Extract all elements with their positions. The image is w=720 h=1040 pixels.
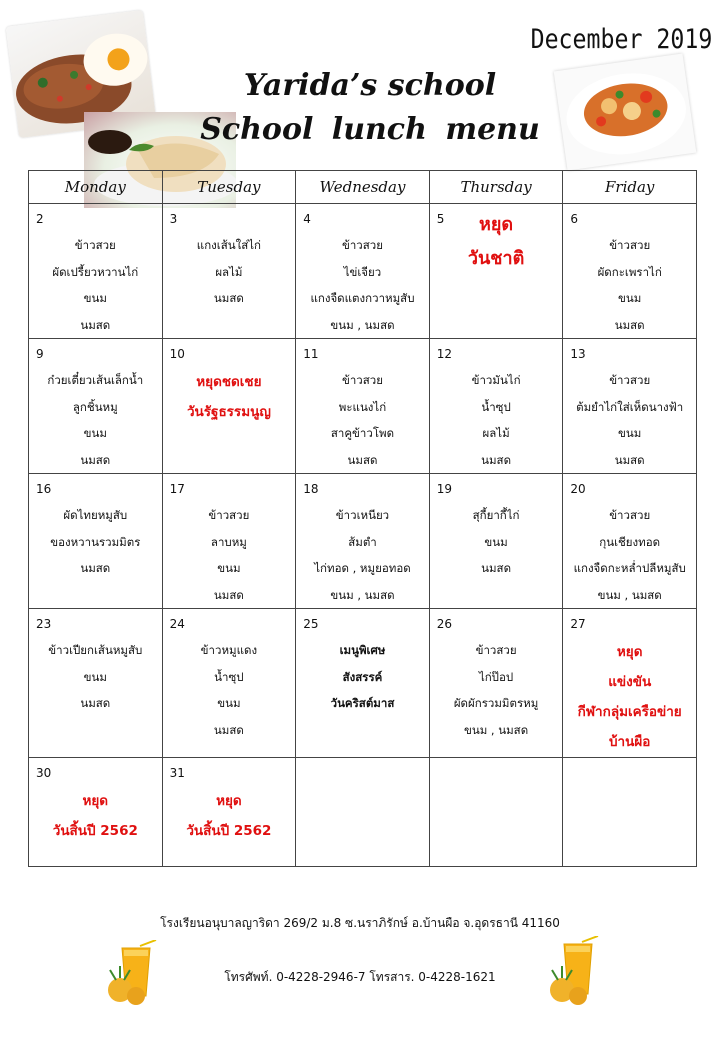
day-cell: [162, 609, 296, 758]
day-cell: [296, 339, 430, 474]
day-number: 12: [436, 347, 453, 361]
day-number: 19: [436, 482, 453, 496]
special-text: เมนูพิเศษ: [339, 643, 386, 657]
holiday-text: วันรัฐธรรมนูญ: [186, 404, 271, 420]
day-cell: [429, 609, 563, 758]
day-number: 11: [303, 347, 319, 361]
menu-item: ข้าวมันไก่: [471, 373, 521, 387]
menu-item: ข้าวหมูแดง: [200, 643, 258, 657]
day-number: 5: [436, 212, 445, 226]
day-cell: [29, 474, 163, 609]
menu-item: ผัดผักรวมมิตรหมู: [453, 696, 539, 710]
menu-item: ขนม: [83, 291, 107, 305]
menu-item: ต้มยำไก่ใส่เห็ดนางฟ้า: [576, 399, 684, 414]
weekday-header: Friday: [563, 171, 697, 204]
weekday-header: Wednesday: [296, 171, 430, 204]
week-row: [29, 204, 697, 339]
day-number: 26: [436, 617, 453, 631]
day-cell: [29, 204, 163, 339]
menu-item: นมสด: [481, 561, 512, 575]
day-cell: [563, 609, 697, 758]
day-cell: [563, 474, 697, 609]
holiday-text: หยุด: [616, 644, 643, 660]
menu-item: ผลไม้: [482, 426, 510, 440]
holiday-text: หยุด: [82, 793, 109, 809]
day-cell: [296, 758, 430, 867]
day-number: 10: [169, 347, 185, 361]
holiday-text: กีฬากลุ่มเครือข่าย: [577, 704, 682, 720]
menu-item: นมสด: [80, 317, 111, 332]
special-text: วันคริสต์มาส: [330, 696, 395, 710]
week-row: [29, 474, 697, 609]
menu-item: ขนม: [83, 669, 107, 684]
day-number: 27: [570, 617, 586, 631]
menu-item: ขนม , นมสด: [463, 722, 529, 737]
day-number: 18: [303, 482, 319, 496]
menu-item: ลูกชิ้นหมู: [72, 399, 118, 414]
day-cell: [296, 609, 430, 758]
menu-item: ของหวานรวมมิตร: [50, 534, 141, 549]
week-row: [29, 339, 697, 474]
weekday-header: Tuesday: [162, 171, 296, 204]
menu-item: ข้าวสวย: [475, 643, 517, 657]
school-address: โรงเรียนอนุบาลญาริดา 269/2 ม.8 ซ.นราภิรักษ์ อ.บ้านผือ จ.อุดรธานี 41160: [160, 916, 560, 930]
menu-item: แกงจืดแตงกวาหมูสับ: [310, 291, 415, 305]
weekday-header: Thursday: [429, 171, 563, 204]
day-cell: [296, 204, 430, 339]
day-cell: [29, 609, 163, 758]
day-cell: [296, 474, 430, 609]
day-cell: [162, 758, 296, 867]
menu-item: ขนม: [217, 561, 241, 575]
menu-item: ข้าวสวย: [74, 238, 116, 252]
day-number: 17: [169, 482, 185, 496]
day-cell: [162, 474, 296, 609]
school-name-title: Yarida’s school: [243, 68, 497, 103]
day-cell: [429, 474, 563, 609]
menu-item: ไข่เจียว: [343, 264, 382, 279]
menu-item: น้ำซุป: [214, 669, 244, 684]
menu-item: ขนม , นมสด: [330, 317, 395, 332]
weekday-header-row: [29, 171, 697, 204]
special-text: สังสรรค์: [342, 669, 383, 684]
holiday-text: วันสิ้นปี 2562: [52, 823, 138, 839]
day-number: 2: [36, 212, 44, 226]
menu-items: [296, 204, 429, 338]
day-cell: [429, 339, 563, 474]
day-number: 30: [36, 766, 52, 780]
menu-items: [29, 339, 162, 473]
menu-item: ผัดเปรี้ยวหวานไก่: [52, 264, 139, 279]
day-cell: [429, 204, 563, 339]
school-contact: โทรศัพท์. 0-4228-2946-7 โทรสาร. 0-4228-1621: [224, 970, 496, 984]
holiday-notice: [563, 609, 696, 757]
day-cell: [563, 758, 697, 867]
menu-item: ขนม: [83, 426, 107, 440]
orange-juice-pineapple-right: [548, 936, 610, 1010]
week-row: [29, 609, 697, 758]
lunch-menu-table: [28, 170, 697, 867]
menu-item: ข้าวเปียกเส้นหมูสับ: [48, 643, 143, 657]
menu-item: นมสด: [80, 696, 111, 710]
menu-item: สาคูข้าวโพด: [330, 426, 395, 440]
menu-item: แกงเส้นใส่ไก่: [196, 238, 261, 252]
holiday-text: วันชาติ: [467, 248, 525, 269]
menu-item: นมสด: [481, 452, 512, 467]
menu-item: นมสด: [80, 561, 111, 575]
menu-item: ข้าวเหนียว: [335, 508, 390, 522]
week-row: [29, 758, 697, 867]
day-number: 13: [570, 347, 586, 361]
day-cell: [429, 758, 563, 867]
menu-item: ผัดกะเพราไก่: [597, 264, 662, 279]
holiday-text: หยุด: [216, 793, 242, 809]
menu-item: นมสด: [80, 452, 111, 467]
holiday-text: หยุดชดเชย: [196, 374, 262, 390]
weekday-header: Monday: [29, 171, 163, 204]
day-number: 16: [36, 482, 52, 496]
menu-items: [563, 204, 696, 338]
day-cell: [563, 339, 697, 474]
orange-juice-pineapple-left: [106, 940, 168, 1010]
day-cell: [563, 204, 697, 339]
menu-item: น้ำซุป: [481, 399, 511, 414]
day-cell: [29, 339, 163, 474]
holiday-text: วันสิ้นปี 2562: [186, 823, 272, 839]
holiday-text: บ้านผือ: [608, 734, 651, 750]
menu-item: นมสด: [614, 317, 645, 332]
day-number: 4: [303, 212, 311, 226]
menu-item: ขนม: [618, 426, 642, 440]
menu-item: แกงจืดกะหล่ำปลีหมูสับ: [573, 561, 686, 575]
menu-item: นมสด: [213, 291, 244, 305]
holiday-text: หยุด: [479, 214, 514, 235]
menu-item: ข้าวสวย: [609, 238, 651, 252]
holiday-text: แข่งขัน: [608, 674, 652, 690]
menu-item: ส้มตำ: [348, 534, 377, 549]
menu-item: ข้าวสวย: [208, 508, 250, 522]
menu-item: ข้าวสวย: [341, 238, 383, 252]
menu-item: พะแนงไก่: [338, 399, 387, 414]
day-number: 20: [570, 482, 586, 496]
month-label: December 2019: [530, 24, 712, 55]
day-number: 23: [36, 617, 52, 631]
menu-item: ขนม: [217, 696, 241, 710]
day-number: 25: [303, 617, 319, 631]
menu-item: ผัดไทยหมูสับ: [63, 508, 128, 522]
holiday-notice: [430, 204, 563, 276]
menu-item: ไก่ป๊อป: [478, 669, 514, 684]
day-number: 6: [570, 212, 579, 226]
day-number: 24: [169, 617, 185, 631]
menu-item: นมสด: [614, 452, 645, 467]
menu-items: [163, 204, 296, 312]
day-number: 9: [36, 347, 44, 361]
menu-item: ขนม: [618, 291, 642, 305]
menu-item: ขนม , นมสด: [597, 587, 662, 602]
menu-item: ข้าวสวย: [609, 508, 651, 522]
menu-item: ไก่ทอด , หมูยอทอด: [314, 561, 411, 575]
menu-item: สุกี้ยากี้ไก่: [472, 508, 520, 522]
menu-item: นมสด: [347, 452, 378, 467]
menu-items: [29, 204, 162, 338]
day-cell: [162, 339, 296, 474]
menu-title: School lunch menu: [200, 112, 540, 147]
menu-item: นมสด: [213, 587, 244, 602]
menu-item: กุนเชียงทอด: [599, 534, 661, 549]
day-number: 31: [169, 766, 185, 780]
day-number: 3: [169, 212, 178, 226]
menu-item: ข้าวสวย: [341, 373, 383, 387]
menu-item: ก๋วยเตี๋ยวเส้นเล็กน้ำ: [47, 373, 144, 387]
menu-item: ขนม , นมสด: [330, 587, 395, 602]
day-cell: [29, 758, 163, 867]
menu-item: นมสด: [213, 722, 244, 737]
day-cell: [162, 204, 296, 339]
menu-item: ขนม: [484, 534, 508, 549]
menu-item: ลาบหมู: [210, 534, 247, 549]
menu-item: ผลไม้: [215, 264, 243, 279]
menu-item: ข้าวสวย: [609, 373, 651, 387]
